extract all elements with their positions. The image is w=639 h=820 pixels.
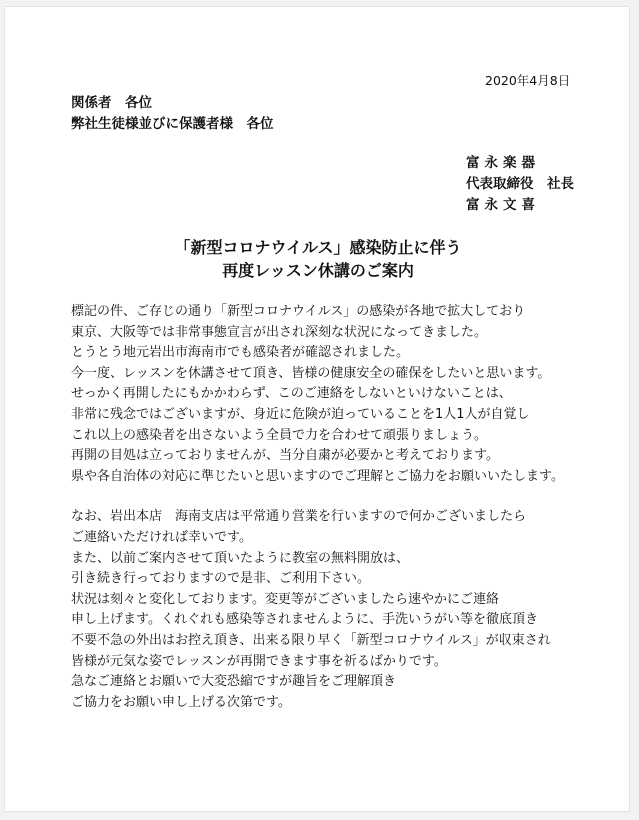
sender-position: 代表取締役 社長 — [466, 176, 574, 192]
body-line: せっかく再開したにもかかわらず、このご連絡をしないといけないことは、 — [71, 386, 512, 402]
body-line: ご連絡いただければ幸いです。 — [71, 529, 252, 545]
body-line: 東京、大阪等では非常事態宣言が出され深刻な状況になってきました。 — [71, 324, 488, 340]
body-paragraph-2 — [71, 507, 564, 713]
body-line: 県や各自治体の対応に準じたいと思いますのでご理解とご協力をお願いいたします。 — [71, 468, 564, 484]
body-line: 非常に残念ではございますが、身近に危険が迫っていることを1人1人が自覚し — [71, 406, 530, 422]
letter-title — [5, 236, 631, 282]
title-line: 「新型コロナウイルス」感染防止に伴う — [174, 238, 462, 257]
letter-page — [4, 6, 630, 812]
recipient-line: 関係者 各位 — [71, 95, 152, 111]
body-line: 引き続き行っておりますので是非、ご利用下さい。 — [71, 571, 371, 587]
letter-date: 2020年4月8日 — [485, 73, 571, 88]
sender-block — [466, 153, 574, 216]
recipients-block — [71, 93, 274, 135]
body-line: また、以前ご案内させて頂いたように教室の無料開放は、 — [71, 550, 410, 566]
sender-company: 富永楽器 — [466, 155, 540, 171]
body-line: これ以上の感染者を出さないよう全員で力を合わせて頑張りましょう。 — [71, 427, 488, 443]
letter-body — [71, 302, 564, 713]
body-line: 再開の目処は立っておりませんが、当分自粛が必要かと考えております。 — [71, 448, 499, 464]
body-line: ご協力をお願い申し上げる次第です。 — [71, 694, 291, 710]
body-line: 今一度、レッスンを休講させて頂き、皆様の健康安全の確保をしたいと思います。 — [71, 365, 551, 381]
recipient-line: 弊社生徒様並びに保護者様 各位 — [71, 116, 274, 132]
body-line: とうとう地元岩出市海南市でも感染者が確認されました。 — [71, 345, 410, 361]
body-line: なお、岩出本店 海南支店は平常通り営業を行いますので何かございましたら — [71, 509, 527, 525]
body-line: 皆様が元気な姿でレッスンが再開できます事を祈るばかりです。 — [71, 653, 447, 669]
body-line: 状況は刻々と変化しております。変更等がございましたら速やかにご連絡 — [71, 591, 499, 607]
title-line: 再度レッスン休講のご案内 — [222, 261, 414, 280]
sender-name: 富永文喜 — [466, 197, 540, 213]
body-line: 申し上げます。くれぐれも感染等されませんように、手洗いうがい等を徹底頂き — [71, 612, 538, 628]
body-line: 不要不急の外出はお控え頂き、出来る限り早く「新型コロナウイルス」が収束され — [71, 632, 551, 648]
body-paragraph-1 — [71, 302, 564, 487]
body-line: 標記の件、ご存じの通り「新型コロナウイルス」の感染が各地で拡大しており — [71, 304, 526, 319]
body-line: 急なご連絡とお願いで大変恐縮ですが趣旨をご理解頂き — [71, 674, 397, 690]
